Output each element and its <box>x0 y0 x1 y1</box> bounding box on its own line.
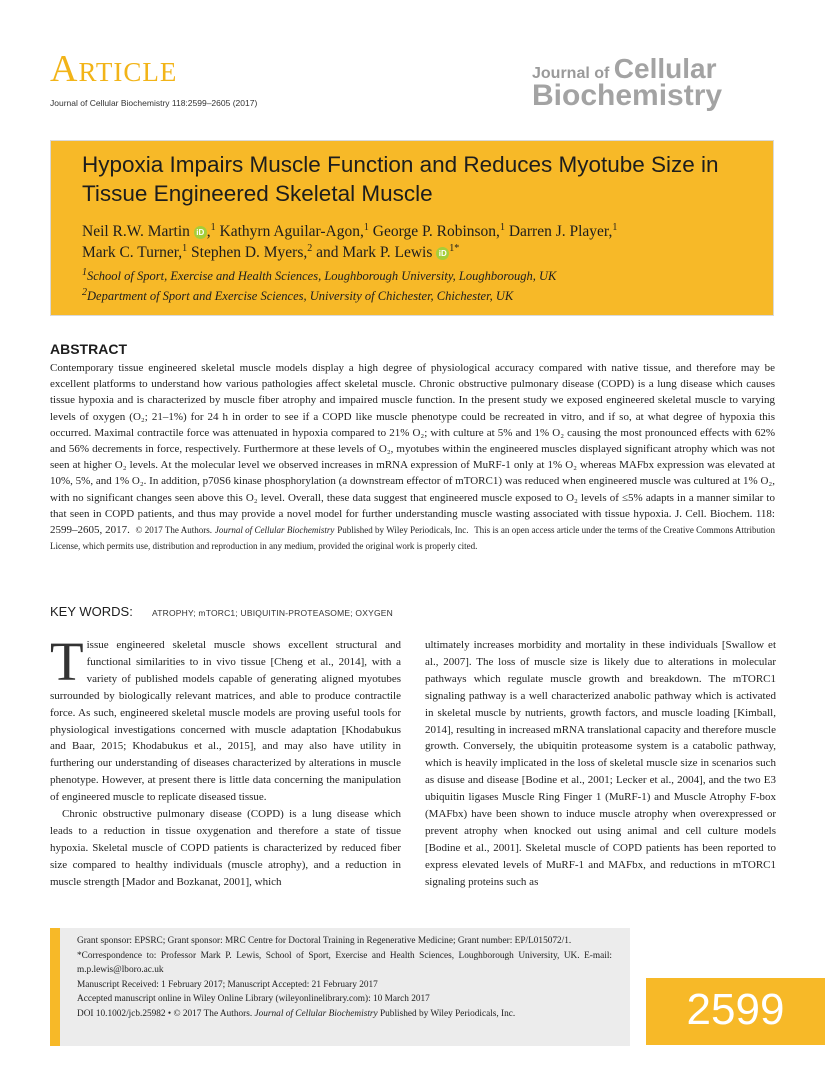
journal-citation: Journal of Cellular Biochemistry 118:2599–2605 (2017) <box>50 98 258 108</box>
online-date: Accepted manuscript online in Wiley Online Library (wileyonlinelibrary.com): 10 March 2017 <box>77 994 430 1004</box>
doi-publisher: Published by Wiley Periodicals, Inc. <box>379 1008 516 1019</box>
keywords-list: ATROPHY; mTORC1; UBIQUITIN-PROTEASOME; OXYGEN <box>152 608 393 618</box>
orcid-icon[interactable]: iD <box>436 247 449 260</box>
keywords-heading: KEY WORDS: <box>50 604 133 619</box>
author-list: Neil R.W. Martin iD ,$^1$ Kathyrn Aguilar-Agon,$^1$ George P. Robinson,$^1$ Darren J. Player,$^1$ Mark C. Turner,$^1$ Stephen D. Myers,$^2$ and Mark P. Lewis iD $^{1*}$ <box>82 221 618 261</box>
affil-text: School of Sport, Exercise and Health Sciences, Loughborough University, Loughborough, UK <box>87 269 557 283</box>
author-affil-sup: 2 <box>307 242 313 254</box>
author-name: Neil R.W. Martin <box>82 223 190 240</box>
body-column-right <box>425 637 776 891</box>
journal-logo <box>532 55 777 111</box>
grant-info: Grant sponsor: EPSRC; Grant sponsor: MRC Centre for Doctoral Training in Regenerative Medicine; Grant number: EP/L015072/1. <box>77 936 572 946</box>
affiliation-1 <box>82 266 762 284</box>
abstract-journal: Journal of Cellular Biochemistry <box>214 525 335 536</box>
author-name: Darren J. Player, <box>508 223 613 240</box>
page-number: 2599 <box>686 985 785 1034</box>
affil-text: Department of Sport and Exercise Sciences, University of Chichester, Chichester, UK <box>87 289 514 303</box>
abstract-license: This is an open access article under the terms of the Creative Commons Attribution License, which permits use, distribution and reproduction in any medium, provided the original work is properly cited. <box>50 525 776 552</box>
dropcap: T <box>50 631 84 692</box>
journal-logo-small: Journal of <box>532 65 610 82</box>
author-name: George P. Robinson, <box>372 223 500 240</box>
affil-sup: 1 <box>82 266 87 278</box>
article-label: Article <box>50 48 178 90</box>
abstract-heading: ABSTRACT <box>50 341 127 357</box>
correspondence-info: *Correspondence to: Professor Mark P. Lewis, School of Sport, Exercise and Health Sciences, Loughborough University, UK. E-mail: m.p.lewis@lboro.ac.uk <box>77 950 612 975</box>
author-affil-sup: 1 <box>182 242 188 254</box>
body-paragraph: issue engineered skeletal muscle shows excellent structural and functional similarities to in vivo tissue [Cheng et al., 2014], with a variety of published models capable of generating aligned myotubes surrounded by biologically relevant matrices, and able to produce contractile force. As such, engineered skeletal muscle models are proving useful tools for physiological investigations concerned with muscle adaptation [Khodabukus and Baar, 2015; Khodabukus et al., 2015], and may also have utility in furthering our understanding of diseases characterized by alterations in muscle phenotype. However, at present there is little data concerning the manipulation of engineered muscle to replicate diseased tissue. <box>50 639 401 804</box>
orcid-icon[interactable]: iD <box>194 226 207 239</box>
doi-journal: Journal of Cellular Biochemistry <box>254 1008 378 1019</box>
affil-sup: 2 <box>82 286 87 298</box>
manuscript-dates: Manuscript Received: 1 February 2017; Manuscript Accepted: 21 February 2017 <box>77 979 378 990</box>
affiliation-2 <box>82 286 762 304</box>
abstract-body <box>50 360 775 554</box>
author-affil-sup: 1 <box>210 221 216 233</box>
body-paragraph: ultimately increases morbidity and mortality in these individuals [Swallow et al., 2007]. The loss of muscle size is likely due to alterations in molecular pathways which regulate muscle growth and breakdown. The mTORC1 signaling pathway is a well characterized anabolic pathway which is activated in skeletal muscle by nutrients, growth factors, and muscle loading [Kimball, 2014], resulting in increased mRNA translational capacity and therefore muscle growth. Conversely, the ubiquitin proteasome system is a catabolic pathway, which is heavily implicated in the loss of skeletal muscle size in scenarios such as disuse and disease [Bodine et al., 2001; Lecker et al., 2004], and the two E3 ubiquitin ligases Muscle Ring Finger 1 (MuRF-1) and Muscle Atrophy F-box (MAFbx) have been shown to induce muscle atrophy when overexpressed or prevent atrophy when knocked out using animal and cell culture models [Bodine et al., 2001]. Skeletal muscle of COPD patients has been reported to express elevated levels of MuRF-1 and MAFbx, and reductions in mTORC1 signaling proteins such as <box>425 639 776 888</box>
article-title: Hypoxia Impairs Muscle Function and Reduces Myotube Size in Tissue Engineered Skeletal Muscle <box>82 152 719 206</box>
author-name: Kathyrn Aguilar-Agon, <box>219 223 364 240</box>
doi-text: DOI 10.1002/jcb.25982 • © 2017 The Authors. <box>77 1008 253 1019</box>
doi-line <box>77 1007 612 1022</box>
body-column-left <box>50 631 401 891</box>
author-affil-sup: 1* <box>449 242 460 254</box>
footnote-text <box>77 934 612 1021</box>
abstract-text: Contemporary tissue engineered skeletal muscle models display a high degree of physiological accuracy compared with native tissue, and therefore may be excellent platforms to understand how various pathologies affect skeletal muscle. Chronic obstructive pulmonary disease (COPD) is a lung disease which causes tissue hypoxia and is characterized by muscle fiber atrophy and impaired muscle function. In the present study we exposed engineered skeletal muscle to varying levels of oxygen (O₂; 21–1%) for 24 h in order to see if a COPD like muscle phenotype could be recreated in vitro, and if so, at what degree of hypoxia this occurred. Maximal contractile force was attenuated in hypoxia compared to 21% O₂; with culture at 5% and 1% O₂ causing the most pronounced effects with 62% and 56% decrements in force, respectively. Furthermore at these levels of O₂, myotubes within the engineered muscles displayed significant atrophy which was not seen at higher O₂ levels. At the molecular level we observed increases in mRNA expression of MuRF-1 only at 1% O₂ whereas MAFbx expression was elevated at 10%, 5%, and 1% O₂. In addition, p70S6 kinase phosphorylation (a downstream effector of mTORC1) was reduced when engineered muscle was cultured at 1% O₂, with no significant changes seen above this O₂ level. Overall, these data suggest that engineered muscle exposed to O₂ levels of ≤5% adapts in a manner similar to that seen in COPD patients, and thus may provide a novel model for further understanding muscle wasting associated with tissue hypoxia. J. Cell. Biochem. 118: 2599–2605, 2017. <box>50 362 775 537</box>
author-name: Mark C. Turner, <box>82 244 183 261</box>
author-name: and Mark P. Lewis <box>316 244 433 261</box>
journal-logo-big: Cellular <box>613 53 717 84</box>
author-affil-sup: 1 <box>499 221 505 233</box>
body-paragraph: Chronic obstructive pulmonary disease (COPD) is a lung disease which leads to a reduction in tissue oxygenation and therefore a state of tissue hypoxia. Skeletal muscle of COPD patients is characterized by reduced fiber size compared to healthy individuals (muscle atrophy), and a reduction in muscle strength [Mador and Bozkanat, 2001], which <box>50 808 401 888</box>
abstract-copyright: © 2017 The Authors. <box>135 525 212 536</box>
author-affil-sup: 1 <box>612 221 618 233</box>
journal-logo-line2: Biochemistry <box>532 79 723 112</box>
footnote-accent-bar <box>50 928 60 1046</box>
abstract-publisher: Published by Wiley Periodicals, Inc. <box>337 525 469 536</box>
author-name: Stephen D. Myers, <box>191 244 308 261</box>
author-affil-sup: 1 <box>363 221 369 233</box>
